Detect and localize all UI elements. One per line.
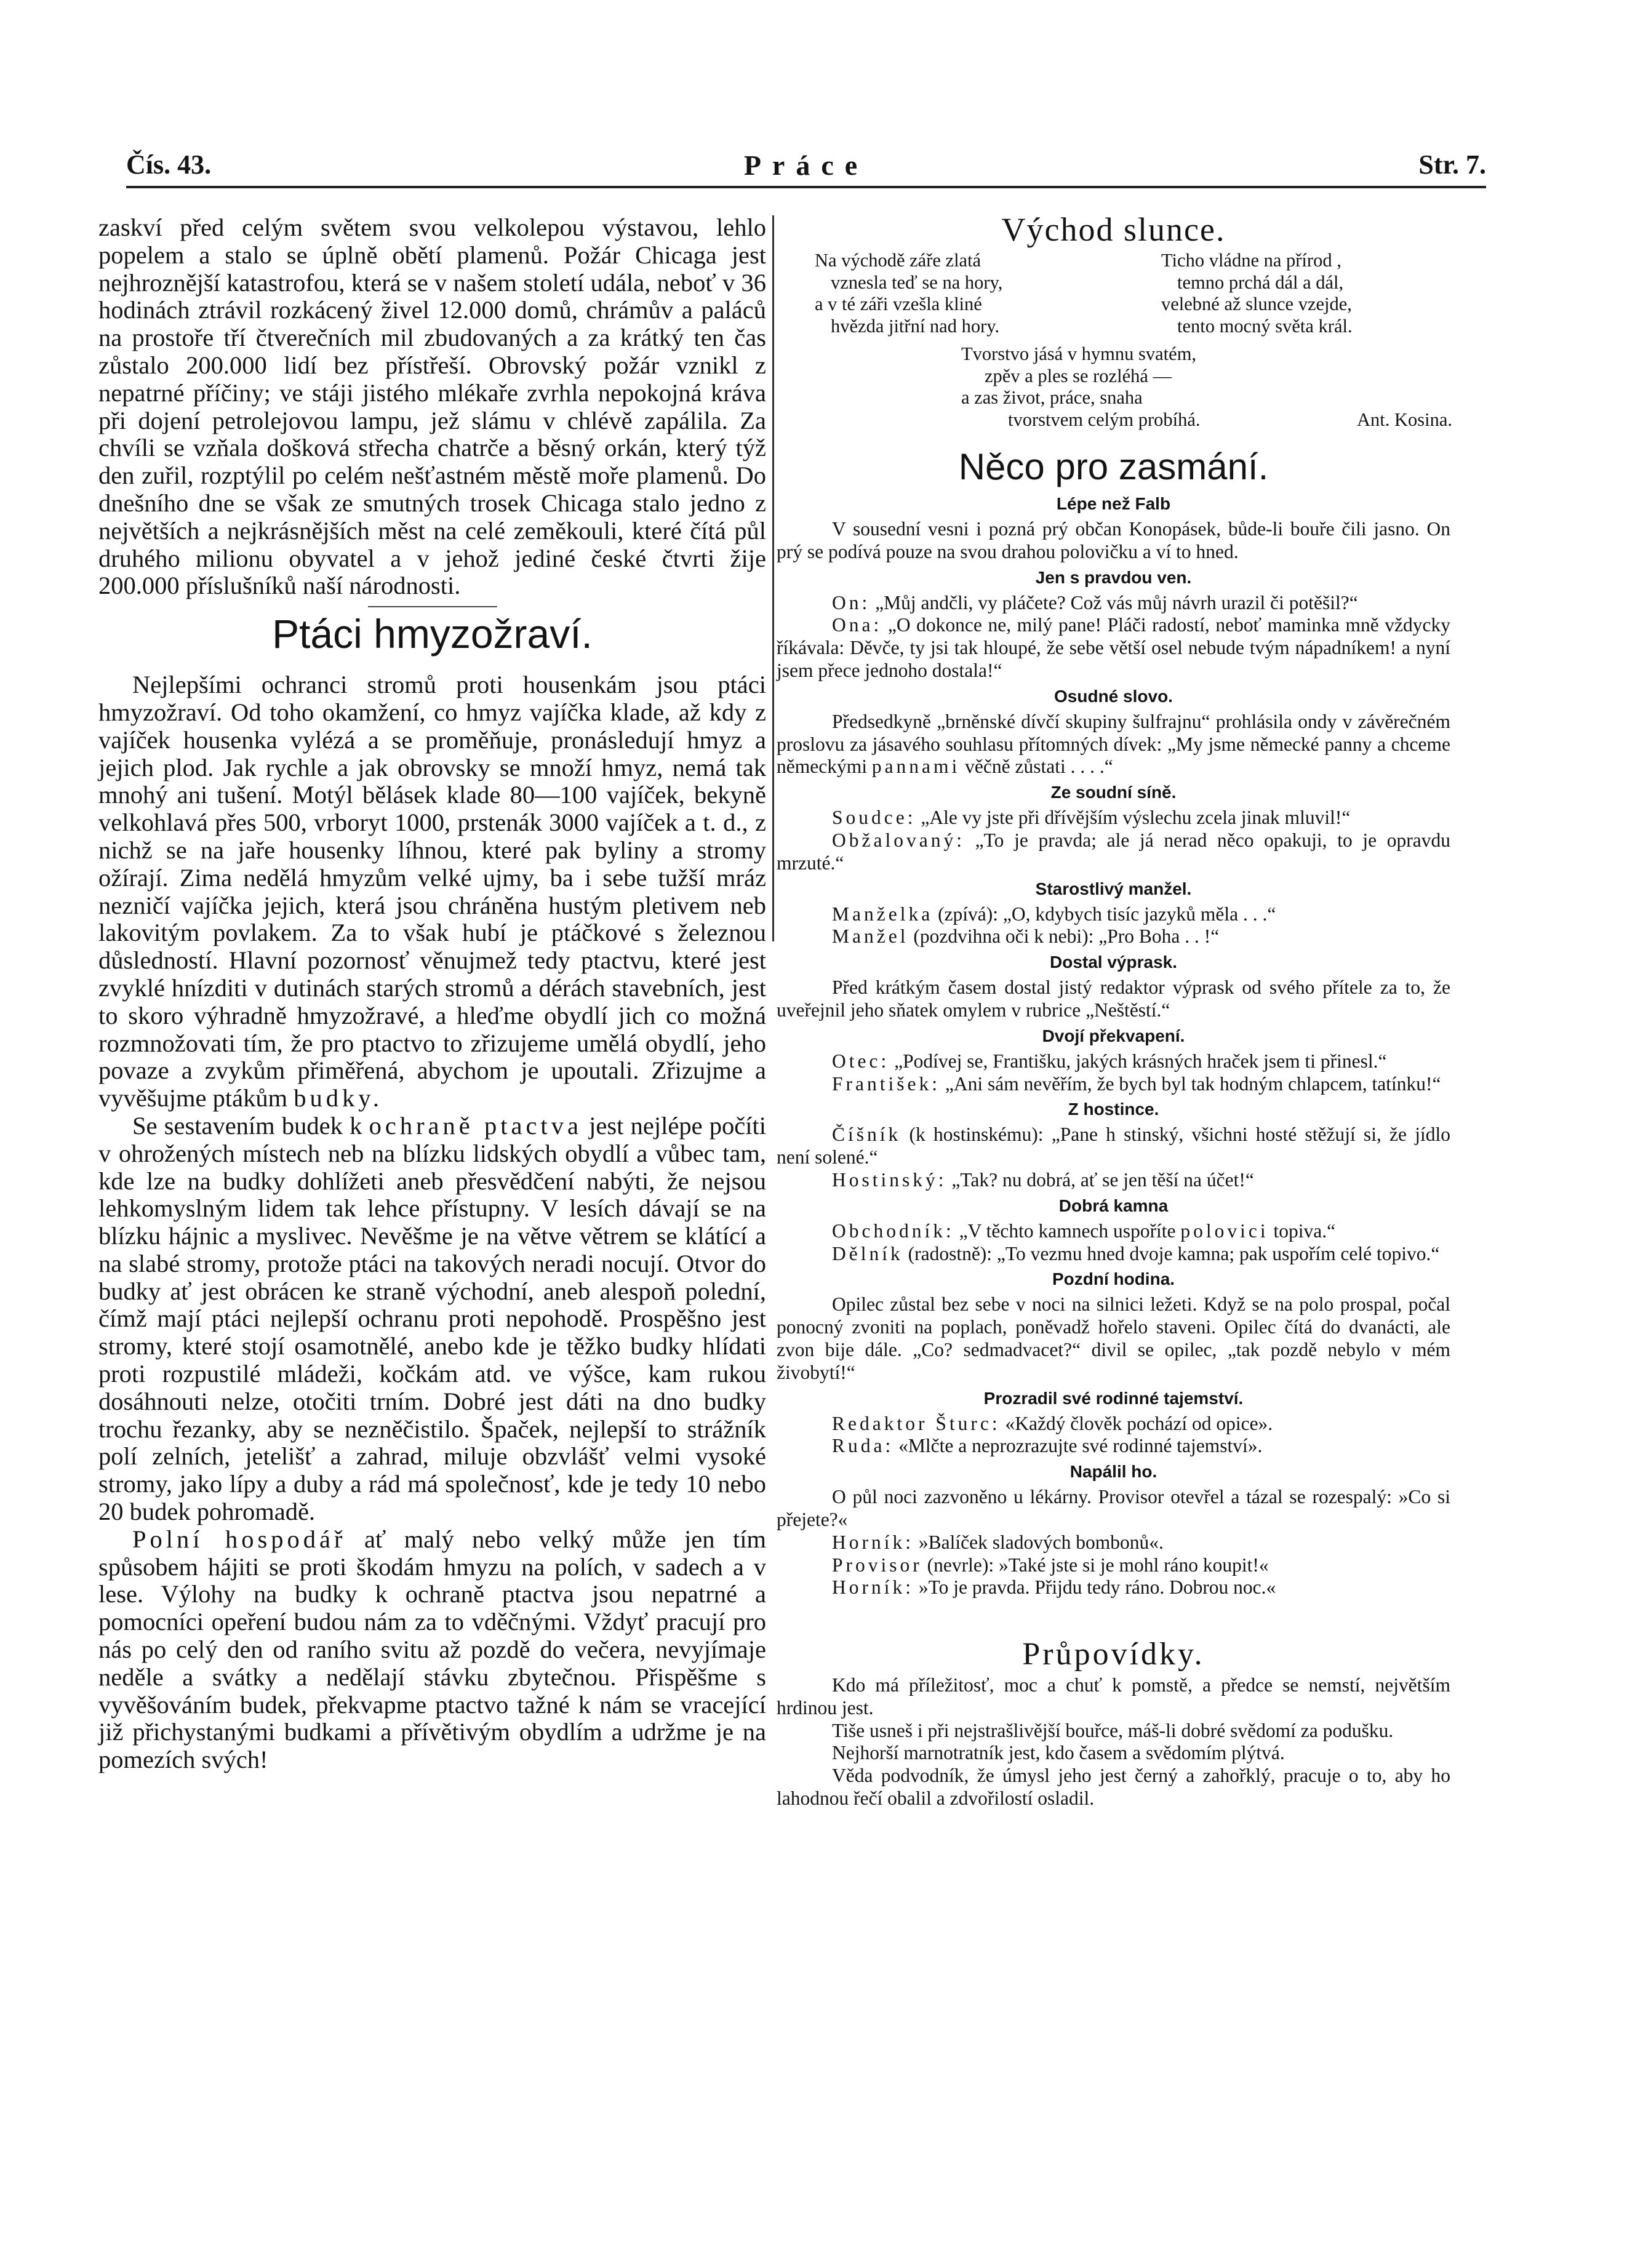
joke-9	[777, 1194, 1450, 1266]
line-text: (zpívá): „O, kdybych tisíc jazyků měla . . .“	[938, 903, 1276, 925]
proverb: Věda podvodník, že úmysl jeho jest černý a zahořklý, pracuje o to, aby ho lahodnou řečí obalil a zdvořilostí osladil.	[777, 1765, 1450, 1810]
newspaper-title: Práce	[743, 150, 869, 181]
poem-stanzas	[777, 250, 1450, 337]
joke-10	[777, 1268, 1450, 1384]
speaker: Otec:	[832, 1050, 890, 1072]
joke-line	[777, 1220, 1450, 1243]
joke-title: Dvojí překvapení.	[1042, 1026, 1185, 1045]
line-text: „V těchto kamnech uspoříte	[959, 1220, 1176, 1242]
birds-paragraph-1	[98, 671, 766, 1112]
proverbs-list	[777, 1674, 1450, 1810]
joke-line	[777, 1576, 1450, 1599]
joke-title: Lépe než Falb	[1056, 494, 1171, 513]
page-number: Str. 7.	[1418, 150, 1486, 180]
issue-number: Čís. 43.	[126, 150, 212, 180]
poem-stanza-1	[815, 250, 1104, 337]
birds-paragraph-3-spaced: Polní hospodář	[132, 1525, 346, 1553]
article-separator	[368, 606, 497, 607]
line-text: „Tak? nu dobrá, ať se jen těší na účet!“	[951, 1168, 1254, 1191]
line-text: (pozdvihna oči k nebi): „Pro Boha . . !“	[913, 925, 1220, 948]
line-text: „Můj andčli, vy pláčete? Což vás můj návrh urazil či potěšil?“	[875, 591, 1358, 613]
left-column	[98, 214, 766, 1774]
speaker: František:	[832, 1072, 940, 1095]
speaker: Soudce:	[832, 807, 916, 829]
joke-line	[777, 614, 1450, 682]
right-column	[777, 209, 1450, 1810]
poem-author: Ant. Kosina.	[1356, 409, 1452, 430]
joke-text: O půl noci zazvoněno u lékárny. Provisor otevřel a tázal se rozespalý: »Co si přejete?«	[777, 1486, 1450, 1530]
poem-line: a v té záři vzešla kliné	[815, 293, 982, 314]
joke-line	[777, 807, 1450, 829]
spaced-word: polovici	[1180, 1220, 1269, 1242]
line-text: «Mlčte a neprozrazujte své rodinné tajemství».	[898, 1435, 1263, 1457]
poem-line: tento mocný světa král.	[1177, 315, 1353, 337]
joke-line	[777, 1435, 1450, 1458]
joke-7	[777, 1024, 1450, 1096]
joke-title: Napálil ho.	[1069, 1462, 1157, 1482]
proverb: Nejhorší marnotratník jest, kdo časem a svědomím plýtvá.	[832, 1742, 1285, 1764]
line-text: (k hostinskému): „Pane h stinský, všichni hosté stěžují si, že jídlo není solené.“	[777, 1124, 1451, 1168]
joke-11	[777, 1387, 1450, 1458]
joke-title: Pozdní hodina.	[1052, 1269, 1175, 1289]
speaker: Hostinský:	[832, 1168, 947, 1191]
joke-title: Jen s pravdou ven.	[1035, 567, 1192, 587]
proverb: Tiše usneš i při nejstrašlivější bouřce, máš-li dobré svědomí za podušku.	[832, 1719, 1394, 1741]
column-divider	[772, 215, 774, 941]
joke-text: V sousední vesni i pozná prý občan Konopásek, bůde-li bouře čili jasno. On prý se podívá pouze na svou drahou polovičku a ví to hned.	[777, 518, 1450, 562]
article-heading-birds: Ptáci hmyzožraví.	[272, 611, 593, 657]
joke-title: Osudné slovo.	[1054, 686, 1173, 706]
joke-title: Dostal výprask.	[1050, 952, 1177, 972]
line-text: „Podívej se, Františku, jakých krásných hraček jsem ti přinesl.“	[894, 1050, 1387, 1072]
line-text: „Ale vy jste při dřívějším výslechu zcela jinak mluvil!“	[921, 807, 1351, 829]
birds-paragraph-1-end: budky.	[294, 1084, 383, 1112]
joke-1	[777, 492, 1450, 564]
speaker: Redaktor Šturc:	[832, 1412, 1001, 1434]
page-header	[126, 149, 1486, 188]
speaker: Obžalovaný:	[832, 829, 965, 851]
speaker: Číšník	[832, 1124, 901, 1146]
speaker: Manžel	[832, 925, 909, 948]
line-text: „Ani sám nevěřím, že bych byl tak hodným chlapcem, tatínku!“	[945, 1072, 1441, 1095]
joke-title: Starostlivý manžel.	[1035, 879, 1192, 898]
poem-title: Východ slunce.	[1001, 211, 1226, 248]
poem-line: vznesla teď se na hory,	[831, 271, 1003, 293]
line-text: topiva.“	[1273, 1220, 1336, 1242]
joke-line	[777, 1169, 1450, 1192]
line-text: věčně zůstati . . . .“	[965, 756, 1113, 778]
poem-line: Ticho vládne na přírod ,	[1161, 250, 1341, 271]
joke-text: Před krátkým časem dostal jistý redaktor výprask od svého přítele za to, že uveřejnil jeho sňatek omylem v rubrice „Neštěstí.“	[777, 976, 1450, 1021]
spaced-word: pannami	[871, 756, 961, 778]
birds-paragraph-2-text: jest nejlépe počíti v ohrožených místech neb na blízku lidských obydlí a vůbec tam, kde lze na budky dohlížeti aneb přesvědčení nabýti, že nejsou lehkomyslným lidem tak lehce přístupny. V lesích dávají se na blízku hájnic a myslivec. Nevěšme je na větve větrem se klátící a na slabé stromy, protože ptáci na takových neradi nocují. Otvor do budky ať jest obrácen ke straně východní, aneb alespoň polední, čímž mají ptáci nejlepší ochranu proti nepohodě. Prospěšno jest stromy, které stojí osamotnělé, anebo kde je těžko budky hlídati proti rozpustilé mládeži, kočkám atd. ve výšce, kam rukou dosáhnouti nelze, otočiti trním. Dobré jest dáti na dno budky trochu řezanky, aby se nezněčistilo. Špaček, nejlepší to strážník polí zelních, jetelišť a zahrad, miluje obzvlášť velmi vysoké stromy, jako lípy a duby a rád má společnosť, kde je tedy 10 nebo 20 budek pohromadě.	[98, 1111, 767, 1526]
poem-line: a zas život, práce, snaha	[961, 387, 1143, 408]
line-text: „To je pravda; ale já nerad něco opakuji, to je opravdu mrzuté.“	[777, 829, 1451, 874]
joke-title: Ze soudní síně.	[1050, 783, 1177, 802]
joke-6	[777, 951, 1450, 1022]
joke-line	[777, 903, 1450, 926]
joke-4	[777, 781, 1450, 874]
joke-text	[777, 711, 1450, 778]
joke-line	[777, 1050, 1450, 1073]
joke-8	[777, 1098, 1450, 1191]
poem-line: zpěv a ples se rozléhá —	[985, 365, 1172, 386]
line-text: »Balíček sladových bombonů«.	[918, 1531, 1164, 1553]
birds-paragraph-3-text: ať malý nebo velký může jen tím spůsobem hájiti se proti škodám hmyzu na polích, v sadech a v lese. Výlohy na budky k ochraně ptactva jsou nepatrné a pomocníci opeření budou nám za to vděčnými. Vždyť pracují pro nás po celý den od raního svitu až pozdě do večera, nevyjímaje neděle a svátky a nedělají stávku zbytečnou. Přispěšme s vyvěšováním budek, překvapme ptactvo tažné k nám se vracející již přichystanými budkami a přívětivým obydlím a udržme je na pomezích svých!	[98, 1525, 766, 1774]
joke-line	[777, 1073, 1450, 1096]
line-text: «Každý člověk pochází od opice».	[1005, 1412, 1273, 1434]
birds-paragraph-2-start: Se sestavením budek k	[132, 1111, 362, 1140]
birds-paragraph-3	[98, 1526, 766, 1774]
poem-line: temno prchá dál a dál,	[1177, 271, 1344, 293]
poem-line: velebné až slunce vzejde,	[1161, 293, 1352, 314]
joke-line	[777, 1124, 1450, 1169]
proverbs-title: Průpovídky.	[1022, 1637, 1205, 1672]
speaker: Ruda:	[832, 1435, 894, 1457]
line-text: »To je pravda. Přijdu tedy ráno. Dobrou noc.«	[918, 1576, 1276, 1599]
joke-line	[777, 1531, 1450, 1554]
proverb: Kdo má příležitosť, moc a chuť k pomstě, a předce se nemstí, největším hrdinou jest.	[777, 1674, 1450, 1719]
joke-line	[777, 1243, 1450, 1266]
speaker: Ona:	[832, 614, 882, 636]
line-text: (nevrle): »Také jste si je mohl ráno koupit!«	[927, 1554, 1269, 1576]
jokes-title: Něco pro zasmání.	[958, 446, 1269, 487]
joke-2	[777, 566, 1450, 682]
speaker: Obchodník:	[832, 1220, 954, 1242]
joke-title: Prozradil své rodinné tajemství.	[983, 1388, 1244, 1408]
joke-title: Dobrá kamna	[1058, 1196, 1169, 1215]
speaker: On:	[832, 591, 871, 613]
joke-line	[777, 1413, 1450, 1435]
joke-line	[777, 1554, 1450, 1577]
joke-line	[777, 592, 1450, 615]
poem-line: Tvorstvo jásá v hymnu svatém,	[961, 343, 1197, 364]
poem-line: tvorstvem celým probíhá.	[1008, 409, 1201, 430]
line-text: (radostně): „To vezmu hned dvoje kamna; pak uspořím celé topivo.“	[908, 1242, 1440, 1264]
speaker: Provisor	[832, 1554, 922, 1576]
joke-5	[777, 877, 1450, 949]
speaker: Horník:	[832, 1576, 914, 1599]
joke-text: Opilec zůstal bez sebe v noci na silnici ležeti. Když se na polo prospal, počal ponocný zvoniti na poplach, poněvadž hořelo staveni. Opilec čítá do dvanácti, ale zvon bije dále. „Co? sedmadvacet?“ divil se opilec, „tak pozdě nebylo v mém živobytí!“	[777, 1293, 1450, 1383]
birds-paragraph-2-spaced: ochraně ptactva	[369, 1111, 582, 1140]
poem-stanza-3	[961, 343, 1450, 431]
poem-stanza-2	[1161, 250, 1450, 337]
joke-line	[777, 829, 1450, 875]
joke-title: Z hostince.	[1068, 1100, 1159, 1119]
poem-line: Na východě záře zlatá	[815, 250, 981, 271]
line-text: Předsedkyně „brněnské dívčí skupiny šulfrajnu“ prohlásila ondy v závěrečném proslovu za jásavého souhlasu přítomných dívek: „My jsme německé panny a chceme německými	[777, 710, 1450, 778]
speaker: Dělník	[832, 1242, 903, 1264]
speaker: Horník:	[832, 1531, 914, 1553]
poem-last-line	[961, 409, 1452, 431]
birds-paragraph-2	[98, 1112, 766, 1526]
birds-paragraph-1-text: Nejlepšími ochranci stromů proti housenkám jsou ptáci hmyzožraví. Od toho okamžení, co hmyz vajíčka klade, až kdy z vajíček housenka vylézá a se proměňuje, pronásledují hmyz a jejich plod. Jak rychle a jak obrovsky se množí hmyz, nemá tak mnohý ani tušení. Motýl bělásek klade 80—100 vajíček, bekyně velkohlavá přes 500, vrboryt 1000, prstenák 3000 vajíček a t. d., z nichž se na jaře housenky líhnou, které pak byliny a stromy ožírají. Zima nedělá hmyzům velké ujmy, ba i sebe tužší mráz nezničí vajíčka jejich, která jsou chráněna hustým pletivem neb lakovitým povlakem. Za to však hubí je ptáčkové s železnou důsledností. Hlavní pozornosť věnujmež tedy ptactvu, které jest zvyklé hnízditi v dutinách starých stromů a dérách stavebních, jest to skoro výhradně hmyzožravé, a hleďme obydlí jich co možná rozmnožovati tím, že pro ptactvo to zřizujeme umělá obydlí, jeho povaze a zvykům přiměřená, abychom je upoutali. Zřizujme a vyvěšujme ptákům	[98, 671, 766, 1112]
joke-3	[777, 685, 1450, 778]
line-text: „O dokonce ne, milý pane! Pláči radostí, neboť maminka mně vždycky říkávala: Děvče, ty jsi tak hloupé, že sebe větší osel nebude tvým nápadníkem! a nyní jsem přece jednoho dostala!“	[777, 614, 1451, 681]
poem-line: hvězda jitřní nad hory.	[831, 315, 1000, 337]
speaker: Manželka	[832, 903, 933, 925]
chicago-article-continuation: zaskví před celým světem svou velkolepou výstavou, lehlo popelem a stalo se úplně obětí plamenů. Požár Chicaga jest nejhroznější katastrofou, která se v našem století udála, neboť v 36 hodinách ztrávil rozkácený živel 12.000 domů, chrámův a paláců na prostoře tří čtverečních mil zbudovaných a za krátký ten čas zůstalo 200.000 lidí bez přístřeší. Obrovský požár vznikl z nepatrné příčiny; ve stáji jistého mlékaře zvrhla nepokojná kráva při dojení petrolejovou lampu, jež slámu v chlévě zapálila. Za chvíli se vzňala došková střecha chatrče a běsný orkán, který týž den zuřil, rozptýlil po celém nešťastném městě moře plamenů. Do dnešního dne se však ze smutných trosek Chicaga stalo jedno z největších a nejkrásnějších měst na celé zeměkouli, které čítá půl druhého milionu obyvatel a v jehož jediné české čtvrti žije 200.000 příslušníků naší národnosti.	[98, 214, 766, 600]
joke-12	[777, 1460, 1450, 1599]
joke-line	[777, 925, 1450, 948]
